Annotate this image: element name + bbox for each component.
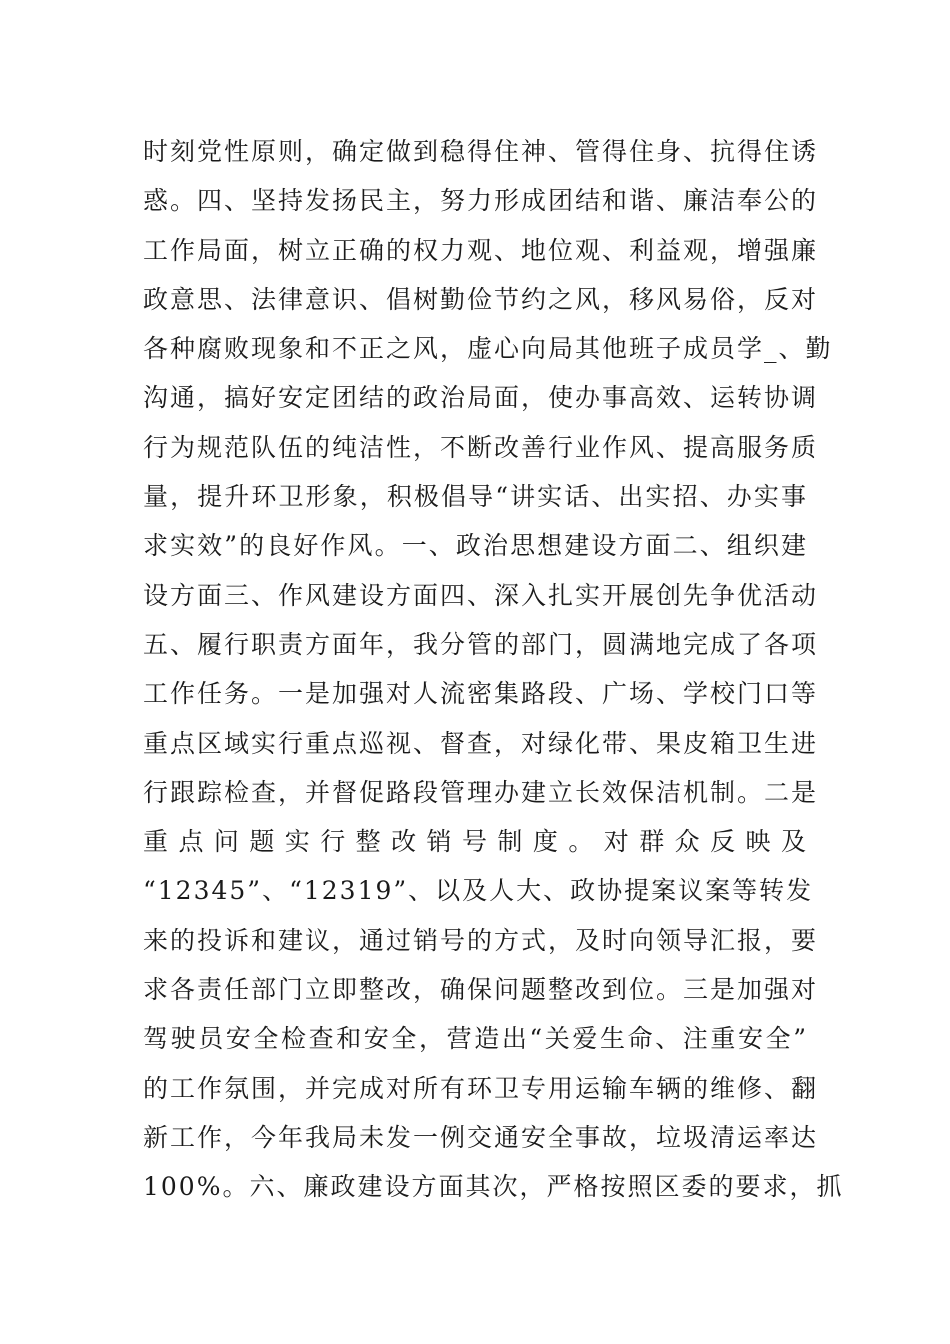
text-line: 行跟踪检查，并督促路段管理办建立长效保洁机制。二是 <box>143 777 819 807</box>
text-line: 设方面三、作风建设方面四、深入扎实开展创先争优活动 <box>143 580 819 610</box>
text-line: 时刻党性原则，确定做到稳得住神、管得住身、抗得住诱 <box>143 137 819 166</box>
text-line: 工作任务。一是加强对人流密集路段、广场、学校门口等 <box>143 679 819 709</box>
text-line: 重点区域实行重点巡视、督查，对绿化带、果皮箱卫生进 <box>143 728 819 758</box>
text-line: 各种腐败现象和不正之风，虚心向局其他班子成员学_、勤 <box>143 334 833 364</box>
text-line: 的工作氛围，并完成对所有环卫专用运输车辆的维修、翻 <box>143 1073 819 1103</box>
text-line: 来的投诉和建议，通过销号的方式，及时向领导汇报，要 <box>143 925 819 955</box>
text-line: 驾驶员安全检查和安全，营造出“关爱生命、注重安全” <box>143 1024 808 1054</box>
text-line: 新工作，今年我局未发一例交通安全事故，垃圾清运率达 <box>143 1122 819 1152</box>
text-line: 沟通，搞好安定团结的政治局面，使办事高效、运转协调 <box>143 383 819 413</box>
body-text <box>143 127 844 1212</box>
text-line: 求各责任部门立即整改，确保问题整改到位。三是加强对 <box>143 975 819 1005</box>
text-line: 量，提升环卫形象，积极倡导“讲实话、出实招、办实事 <box>143 482 808 512</box>
text-line: 求实效”的良好作风。一、政治思想建设方面二、组织建 <box>143 531 808 561</box>
text-line: 五、履行职责方面年，我分管的部门，圆满地完成了各项 <box>143 629 819 659</box>
text-line: 行为规范队伍的纯洁性，不断改善行业作风、提高服务质 <box>143 432 819 462</box>
text-line: 政意思、法律意识、倡树勤俭节约之风，移风易俗，反对 <box>143 284 819 314</box>
text-line: 工作局面，树立正确的权力观、地位观、利益观，增强廉 <box>143 235 819 265</box>
text-line: 惑。四、坚持发扬民主，努力形成团结和谐、廉洁奉公的 <box>143 186 819 216</box>
text-line: 100%。六、廉政建设方面其次，严格按照区委的要求，抓 <box>143 1172 844 1202</box>
text-line: “12345”、“12319”、以及人大、政协提案议案等转发 <box>143 876 814 906</box>
text-line: 重点问题实行整改销号制度。对群众反映及 <box>143 827 808 857</box>
